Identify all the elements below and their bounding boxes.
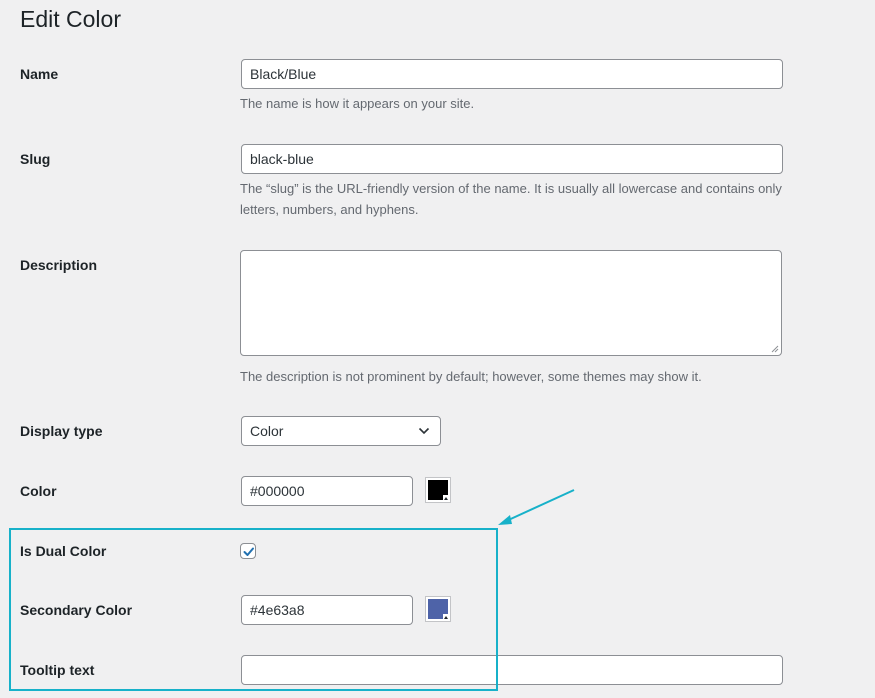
name-label: Name [20,66,59,82]
description-textarea[interactable] [240,250,782,356]
highlight-box [9,528,498,691]
chevron-down-icon [418,426,430,436]
description-label: Description [20,257,98,273]
name-input[interactable]: Black/Blue [241,59,783,89]
tooltip-text-label: Tooltip text [20,662,95,678]
display-type-selected: Color [250,423,284,439]
secondary-color-hex-input[interactable]: #4e63a8 [241,595,413,625]
slug-description: The “slug” is the URL-friendly version of the name. It is usually all lowercase and contains only letters, numbers, and hyphens. [240,181,782,217]
secondary-color-label: Secondary Color [20,602,133,618]
display-type-select[interactable] [241,416,441,446]
color-swatch-button[interactable] [425,477,451,503]
name-description: The name is how it appears on your site. [240,96,475,111]
color-hex-input[interactable]: #000000 [241,476,413,506]
resize-grip-icon[interactable] [771,345,779,353]
slug-label: Slug [20,151,51,167]
is-dual-color-label: Is Dual Color [20,543,107,559]
description-help: The description is not prominent by default; however, some themes may show it. [240,369,702,384]
display-type-label: Display type [20,423,103,439]
page-title: Edit Color [20,6,121,32]
arrow-pointer-icon [490,486,580,531]
slug-input[interactable]: black-blue [241,144,783,174]
color-label: Color [20,483,57,499]
caret-up-icon [443,495,450,502]
